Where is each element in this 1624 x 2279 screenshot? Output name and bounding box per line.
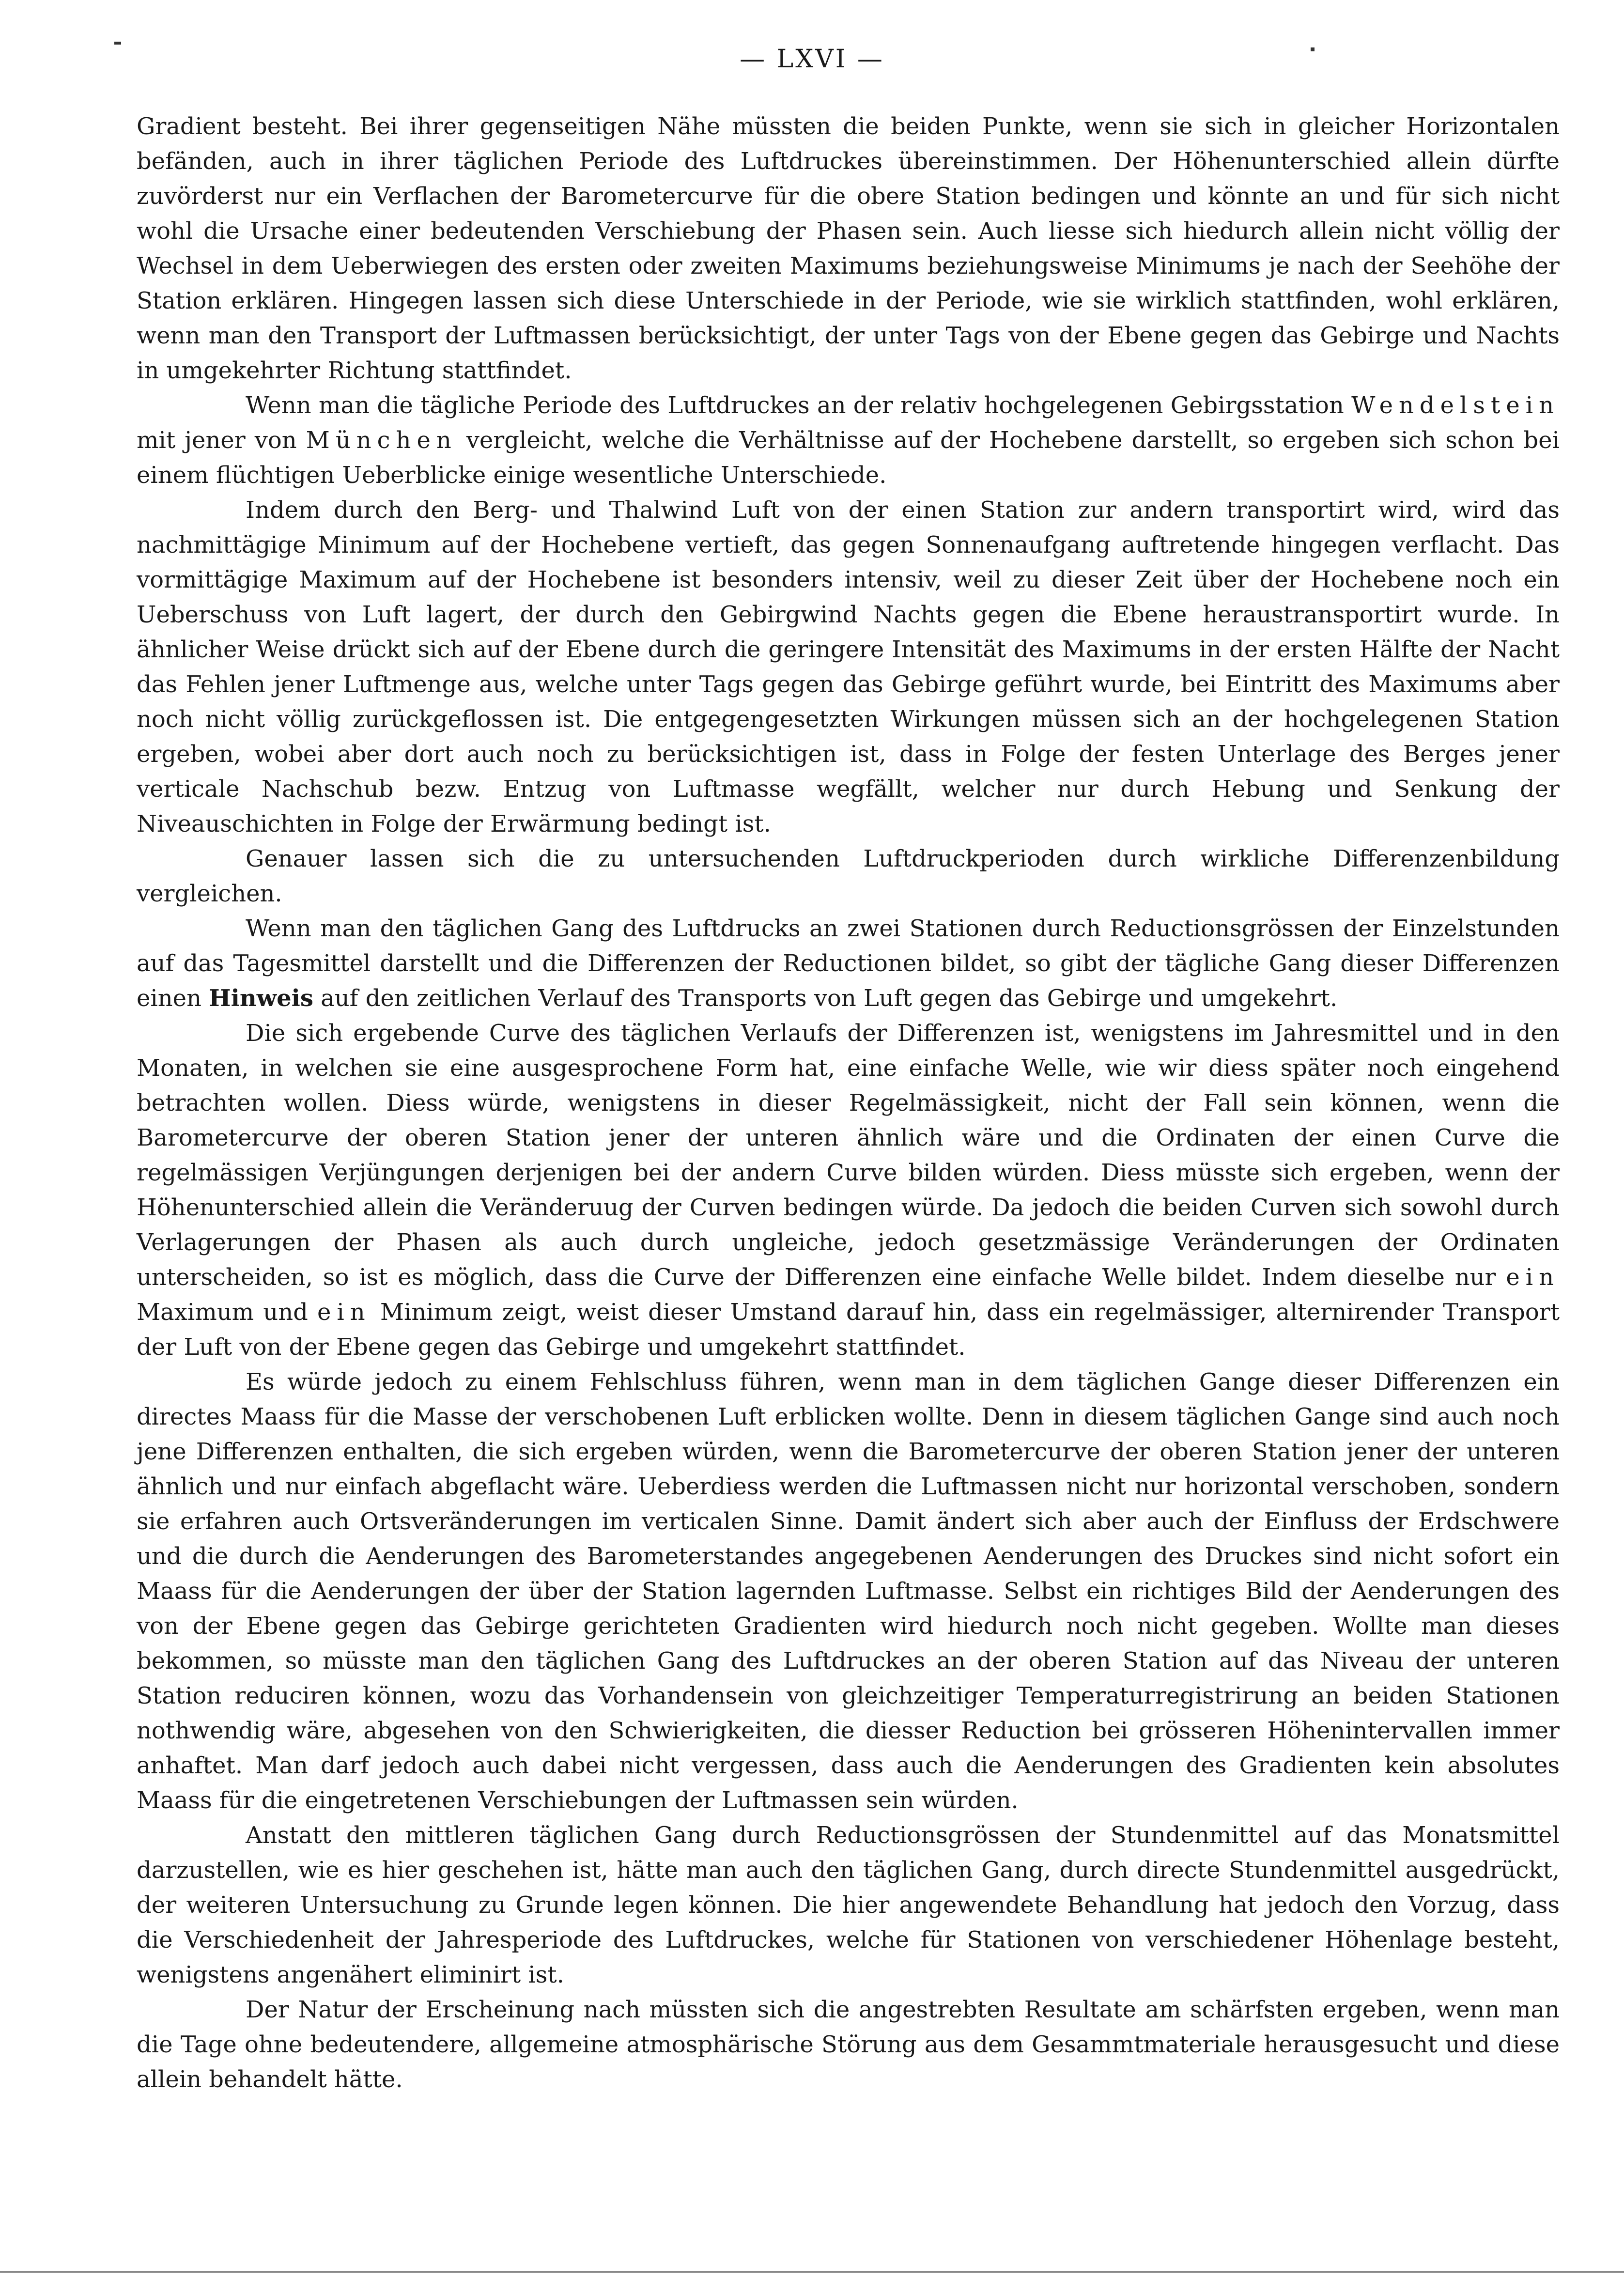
paragraph: Anstatt den mittleren täglichen Gang durch Reductionsgrössen der Stundenmittel auf das Monatsmittel darzustellen, wie es hier geschehen ist, hätte man auch den täglichen Gang, durch directe Stundenmittel ausgedrückt, der weiteren Untersuchung zu Grunde legen können. Die hier angewendete Behandlung hat jedoch den Vorzug, dass die Verschiedenheit der Jahresperiode des Luftdruckes, welche für Stationen von verschiedener Höhenlage besteht, wenigstens angenähert eliminirt ist. <box>137 1822 1560 1988</box>
text-run: auf den zeitlichen Verlauf des Transports von Luft gegen das Gebirge und umgekehrt. <box>321 985 1338 1012</box>
text-run: Wenn man den täglichen Gang des Luftdrucks an zwei Stationen durch Reductionsgrössen der Einzelstunden auf das Tagesmittel darstellt und die Differenzen der Reductionen bildet, so gibt der tägliche Gang dieser Differenzen einen <box>137 915 1560 1012</box>
spaced-word: ein <box>317 1299 371 1326</box>
text-run: Minimum zeigt, weist dieser Umstand darauf hin, dass ein regelmässiger, alternirender Transport der Luft von der Ebene gegen das Gebirge und umgekehrt stattfindet. <box>137 1299 1560 1361</box>
paragraph: Gradient besteht. Bei ihrer gegenseitigen Nähe müssten die beiden Punkte, wenn sie sich in gleicher Horizontalen befänden, auch in ihrer täglichen Periode des Luftdruckes übereinstimmen. Der Höhenunterschied allein dürfte zuvörderst nur ein Verflachen der Barometercurve für die obere Station bedingen und könnte an und für sich nicht wohl die Ursache einer bedeutenden Verschiebung der Phasen sein. Auch liesse sich hiedurch allein nicht völlig der Wechsel in dem Ueberwiegen des ersten oder zweiten Maximums beziehungsweise Minimums je nach der Seehöhe der Station erklären. Hingegen lassen sich diese Unterschiede in der Periode, wie sie wirklich stattfinden, wohl erklären, wenn man den Transport der Luftmassen berücksichtigt, der unter Tags von der Ebene gegen das Gebirge und Nachts in umgekehrter Richtung stattfindet. <box>137 113 1560 384</box>
scan-speck <box>114 42 121 45</box>
text-run: Wenn man die tägliche Periode des Luftdruckes an der relativ hochgelegenen Gebirgsstation <box>246 392 1344 419</box>
paragraph <box>137 388 1560 493</box>
text-run: vergleicht, welche die Verhältnisse auf der Hochebene darstellt, so ergeben sich schon bei einem flüchtigen Ueberblicke einige wesentliche Unterschiede. <box>137 427 1560 489</box>
text-run: Maximum und <box>137 1299 308 1326</box>
scan-speck <box>1311 47 1315 51</box>
body-text <box>137 109 1560 2097</box>
place-name-muenchen: München <box>306 427 457 454</box>
paragraph <box>137 1016 1560 1364</box>
page-bottom-edge <box>0 2271 1624 2273</box>
paragraph <box>137 911 1560 1016</box>
spaced-word: ein <box>1506 1264 1560 1291</box>
page-number: — LXVI — <box>740 45 884 74</box>
paragraph: Der Natur der Erscheinung nach müssten sich die angestrebten Resultate am schärfsten ergeben, wenn man die Tage ohne bedeutendere, allgemeine atmosphärische Störung aus dem Gesammtmateriale herausgesucht und diese allein behandelt hätte. <box>137 1996 1560 2093</box>
paragraph: Indem durch den Berg- und Thalwind Luft von der einen Station zur andern transportirt wird, wird das nachmittägige Minimum auf der Hochebene vertieft, das gegen Sonnenaufgang auftretende hingegen verflacht. Das vormittägige Maximum auf der Hochebene ist besonders intensiv, weil zu dieser Zeit über der Hochebene noch ein Ueberschuss von Luft lagert, der durch den Gebirgwind Nachts gegen die Ebene heraustransportirt wurde. In ähnlicher Weise drückt sich auf der Ebene durch die geringere Intensität des Maximums in der ersten Hälfte der Nacht das Fehlen jener Luftmenge aus, welche unter Tags gegen das Gebirge geführt wurde, bei Eintritt des Maximums aber noch nicht völlig zurückgeflossen ist. Die entgegengesetzten Wirkungen müssen sich an der hochgelegenen Station ergeben, wobei aber dort auch noch zu berücksichtigen ist, dass in Folge der festen Unterlage des Berges jener verticale Nachschub bezw. Entzug von Luftmasse wegfällt, welcher nur durch Hebung und Senkung der Niveauschichten in Folge der Erwärmung bedingt ist. <box>137 496 1560 837</box>
emphasized-word: Hinweis <box>209 985 313 1012</box>
text-run: mit jener von <box>137 427 297 454</box>
text-run: Die sich ergebende Curve des täglichen Verlaufs der Differenzen ist, wenigstens im Jahresmittel und in den Monaten, in welchen sie eine ausgesprochene Form hat, eine einfache Welle, wie wir diess später noch eingehend betrachten wollen. Diess würde, wenigstens in dieser Regelmässigkeit, nicht der Fall sein können, wenn die Barometercurve der oberen Station jener der unteren ähnlich wäre und die Ordinaten der einen Curve die regelmässigen Verjüngungen derjenigen bei der andern Curve bilden würden. Diess müsste sich ergeben, wenn der Höhenunterschied allein die Veränderuug der Curven bedingen würde. Da jedoch die beiden Curven sich sowohl durch Verlagerungen der Phasen als auch durch ungleiche, jedoch gesetzmässige Veränderungen der Ordinaten unterscheiden, so ist es möglich, dass die Curve der Differenzen eine einfache Welle bildet. Indem dieselbe nur <box>137 1020 1560 1291</box>
paragraph: Genauer lassen sich die zu untersuchenden Luftdruckperioden durch wirkliche Differenzenbildung vergleichen. <box>137 845 1560 907</box>
place-name-wendelstein: Wendelstein <box>1351 392 1560 419</box>
paragraph: Es würde jedoch zu einem Fehlschluss führen, wenn man in dem täglichen Gange dieser Differenzen ein directes Maass für die Masse der verschobenen Luft erblicken wollte. Denn in diesem täglichen Gange sind auch noch jene Differenzen enthalten, die sich ergeben würden, wenn die Barometercurve der oberen Station jener der unteren ähnlich und nur einfach abgeflacht wäre. Ueberdiess werden die Luftmassen nicht nur horizontal verschoben, sondern sie erfahren auch Ortsveränderungen im verticalen Sinne. Damit ändert sich aber auch der Einfluss der Erdschwere und die durch die Aenderungen des Barometerstandes angegebenen Aenderungen des Druckes sind nicht sofort ein Maass für die Aenderungen der über der Station lagernden Luftmasse. Selbst ein richtiges Bild der Aenderungen des von der Ebene gegen das Gebirge gerichteten Gradienten wird hiedurch noch nicht gegeben. Wollte man dieses bekommen, so müsste man den täglichen Gang des Luftdruckes an der oberen Station auf das Niveau der unteren Station reduciren können, wozu das Vorhandensein von gleichzeitiger Temperaturregistrirung an beiden Stationen nothwendig wäre, abgesehen von den Schwierigkeiten, die diesser Reduction bei grösseren Höhenintervallen immer anhaftet. Man darf jedoch auch dabei nicht vergessen, dass auch die Aenderungen des Gradienten kein absolutes Maass für die eingetretenen Verschiebungen der Luftmassen sein würden. <box>137 1368 1560 1814</box>
